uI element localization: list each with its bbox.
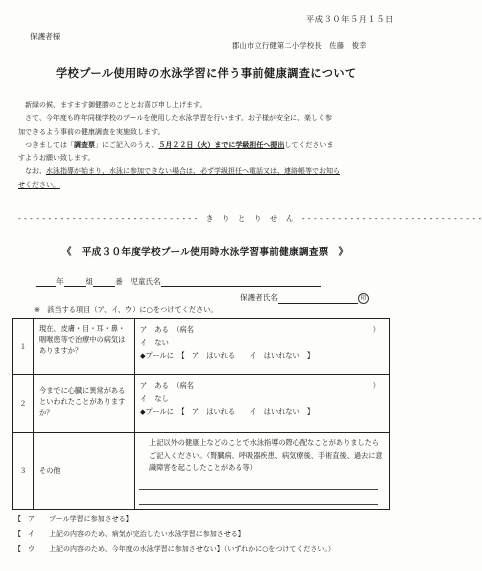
answer-cell bbox=[135, 433, 390, 510]
recipient: 保護者様 bbox=[30, 32, 61, 41]
cut-line: - - - - - - - - - - - - - - - - - - - - - - - - - - - - - - き り と り せ ん - - - - - - - - - - - - - - - - - - - - - - - - - - - - - - bbox=[18, 214, 482, 223]
question-text: 今までに心臓に異常があるといわれたことがありますか？ bbox=[34, 375, 135, 433]
table-row bbox=[13, 375, 390, 433]
option-a[interactable] bbox=[140, 379, 384, 392]
answer-cell bbox=[135, 319, 390, 375]
text: つきましては「 bbox=[25, 140, 74, 149]
bracket: ） bbox=[372, 325, 380, 334]
text: 」にご記入のうえ、 bbox=[95, 140, 159, 149]
year-blank[interactable] bbox=[36, 278, 56, 287]
deadline-text: ５月２２日（火）までに学級担任へ提出 bbox=[158, 140, 285, 149]
option-text: ア ある （病名 bbox=[140, 381, 194, 390]
text: さて、今年度も昨年同様学校のプールを使用した水泳学習を行います。お子様が安全に、楽しく参 bbox=[25, 114, 332, 123]
option-a[interactable] bbox=[140, 323, 384, 336]
student-info-line bbox=[36, 276, 321, 287]
text: 新緑の候、ますます御健勝のこととお喜び申し上げます。 bbox=[25, 101, 207, 109]
paragraph-2 bbox=[18, 112, 402, 125]
option-conditional[interactable]: 【 イ 上記の内容のため、病気が完治したい水泳学習に参加させる】 bbox=[14, 530, 245, 538]
child-name-label: 児童氏名 bbox=[130, 277, 161, 286]
text: してくださいま bbox=[284, 140, 334, 149]
class-blank[interactable] bbox=[64, 278, 86, 287]
option-b[interactable]: イ ない bbox=[140, 338, 169, 347]
other-description: 上記以外の健康上などのことで水泳指導の際心配なことがありましたらご記入ください。（腎臓病、呼吸器疾患、病気療後、手術直後、過去に意識障害を起こしたことがある等） bbox=[149, 438, 383, 472]
document-title: 学校プール使用時の水泳学習に伴う事前健康調査について bbox=[56, 67, 357, 80]
guardian-line bbox=[240, 292, 369, 304]
text: 調査票 bbox=[74, 140, 95, 149]
guardian-name-label: 保護者氏名 bbox=[240, 293, 278, 302]
survey-table bbox=[12, 318, 390, 510]
document-date: 平成３０年５月１５日 bbox=[306, 14, 394, 24]
notice-text: せください。 bbox=[18, 180, 60, 189]
option-not-participate[interactable]: 【 ウ 上記の内容のため、今年度の水泳学習に参加させない】（いずれかに○をつけてください。） bbox=[14, 545, 335, 553]
instruction-note: ※ 該当する項目（ア、イ、ウ）に○をつけてください。 bbox=[34, 305, 218, 314]
table-row bbox=[13, 433, 390, 510]
pool-choice[interactable]: ◆プールに 【 ア はいれる イ はいれない 】 bbox=[140, 407, 315, 416]
option-text: ア ある （病名 bbox=[140, 325, 194, 334]
class-label: 組 bbox=[85, 277, 94, 286]
question-text: その他 bbox=[34, 433, 135, 510]
paragraph-1 bbox=[18, 99, 402, 112]
sheet-title: 《 平成３０年度学校プール使用時水泳学習事前健康調査票 》 bbox=[62, 247, 349, 258]
question-number: ３ bbox=[13, 433, 34, 510]
question-number: ２ bbox=[13, 375, 34, 433]
bracket: ） bbox=[372, 381, 380, 390]
option-b[interactable]: イ なし bbox=[140, 394, 169, 403]
option-participate[interactable]: 【 ア プール学習に参加させる】 bbox=[14, 515, 133, 523]
paragraph-4 bbox=[18, 165, 402, 178]
text: なお、 bbox=[25, 167, 46, 176]
paragraph-4b bbox=[18, 179, 402, 192]
answer-line[interactable] bbox=[139, 476, 378, 490]
notice-text: 水泳指導が始まり、水泳に参加できない場合は、必ず学級担任へ電話又は、連絡帳等でお知ら bbox=[46, 167, 340, 176]
pool-choice[interactable]: ◆プールに 【 ア はいれる イ はいれない 】 bbox=[140, 351, 315, 360]
question-text: 現在、皮膚・目・耳・鼻・咽喉患等で治療中の病気はありますか？ bbox=[34, 319, 135, 375]
year-label: 年 bbox=[56, 277, 64, 286]
table-row bbox=[13, 319, 390, 375]
number-blank[interactable] bbox=[93, 278, 115, 287]
paragraph-2b bbox=[18, 126, 402, 139]
guardian-name-field[interactable] bbox=[278, 295, 358, 304]
child-name-field[interactable] bbox=[161, 278, 321, 287]
answer-cell bbox=[135, 375, 390, 433]
paragraph-3 bbox=[18, 139, 402, 152]
answer-line[interactable] bbox=[139, 491, 378, 505]
sender: 郡山市立行健第二小学校長 佐藤 俊幸 bbox=[232, 41, 367, 50]
number-label: 番 bbox=[115, 277, 123, 286]
participation-options bbox=[14, 512, 335, 557]
body-text bbox=[18, 99, 402, 192]
seal-icon: 印 bbox=[358, 293, 369, 304]
paragraph-3b bbox=[18, 152, 402, 165]
text: 加できるよう事前の健康調査を実施致します。 bbox=[18, 127, 165, 136]
text: すようお願い致します。 bbox=[18, 154, 95, 163]
question-number: １ bbox=[13, 319, 34, 375]
